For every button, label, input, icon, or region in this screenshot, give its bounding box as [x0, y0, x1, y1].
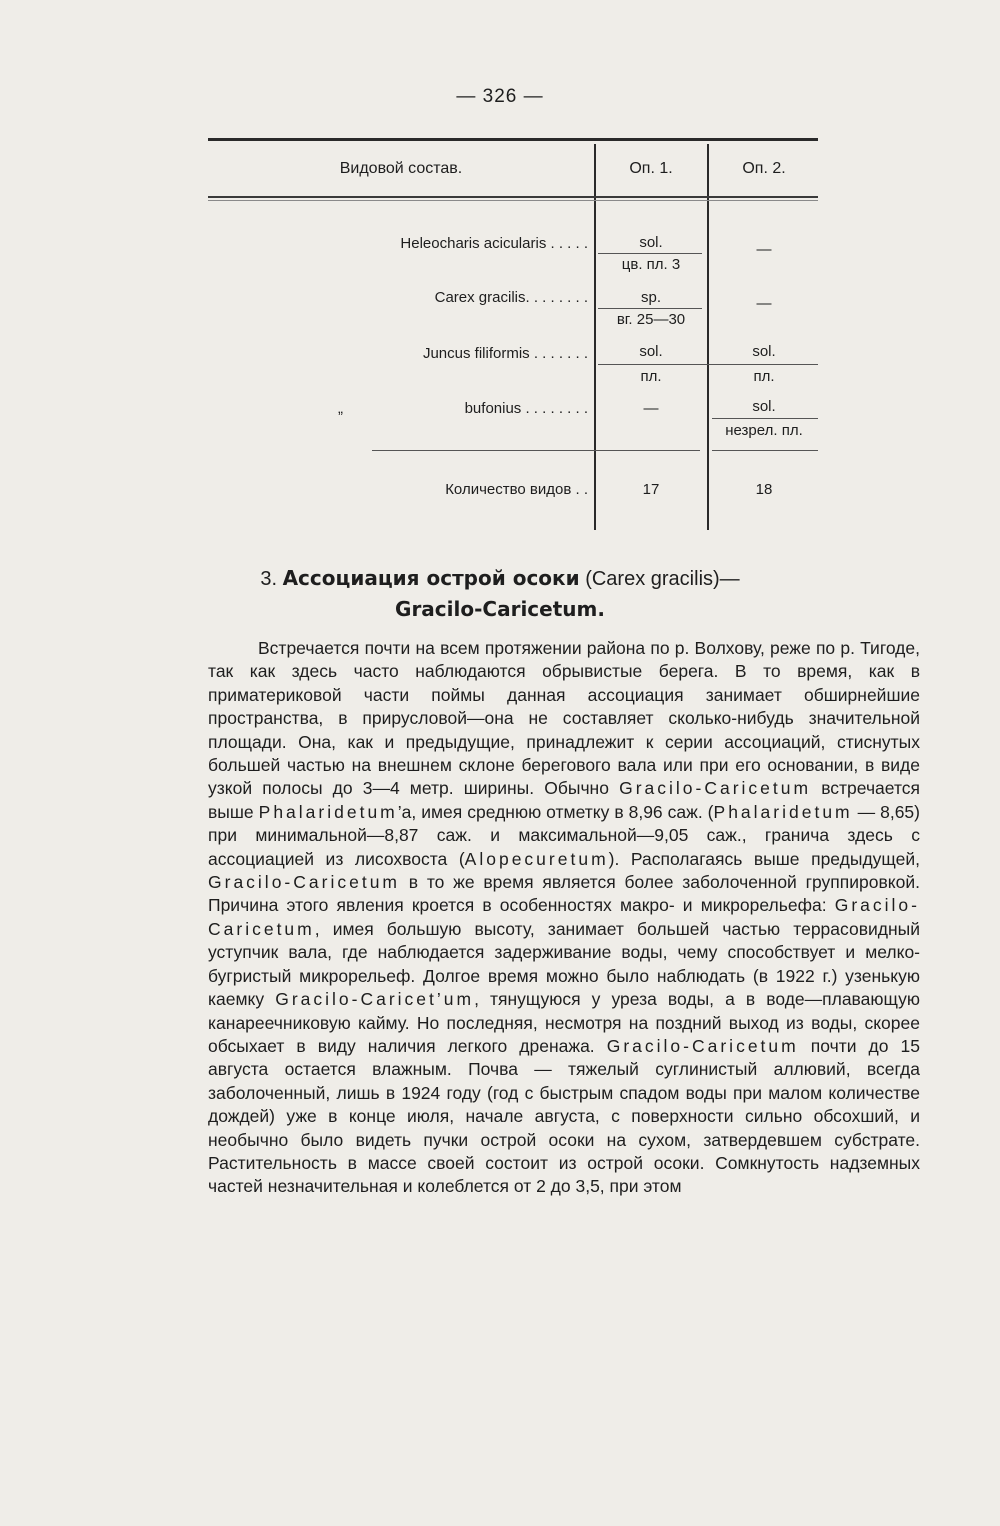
text-run: — 8,65) при минимальной—8,87 саж. и максимальной—9,05 саж., гранича здесь с ассоциацией из лисохвоста ( [208, 801, 920, 869]
table-cell-op1: sp. [640, 289, 661, 306]
body-paragraph [208, 637, 920, 1199]
latin-association-name: Gracilo-Caricetum [208, 872, 400, 893]
total-op2: 18 [755, 481, 773, 498]
table-cell-op1-sub: пл. [640, 368, 662, 385]
latin-association-name: Alopecuretum [464, 848, 609, 869]
table-row-species: Juncus filiformis . . . . . . . [422, 345, 588, 362]
total-rule-right [712, 450, 818, 451]
row-divider [598, 253, 702, 254]
header-op2: Оп. 2. [742, 160, 786, 177]
row-divider [712, 418, 818, 419]
ditto-mark: „ [338, 400, 343, 417]
table-cell-op2: — [756, 295, 772, 312]
table-cell-op2: sol. [752, 398, 776, 415]
text-run: встречается выше [208, 778, 920, 822]
section-number: 3. [260, 568, 278, 590]
latin-association-name: Gracilo-Caricet’um [275, 989, 475, 1010]
table-top-rule [208, 138, 818, 141]
table-cell-op1: — [643, 400, 659, 417]
header-op1: Оп. 1. [629, 160, 673, 177]
latin-association-name: Phalaridetum [713, 801, 853, 822]
row-divider [598, 308, 702, 309]
table-cell-op1: sol. [639, 234, 663, 251]
header-rule [208, 196, 818, 198]
section-latin-name: (Carex gracilis)— [585, 568, 740, 590]
latin-association-name: Gracilo-Caricetum [619, 778, 812, 799]
table-cell-op1: sol. [639, 343, 663, 360]
latin-association-name: Gracilo-Caricetum [606, 1035, 799, 1056]
total-label: Количество видов . . [445, 481, 588, 498]
total-rule-left [372, 450, 700, 451]
table-row-species: Heleocharis acicularis . . . . . [400, 235, 588, 252]
page-number: — 326 — [456, 86, 544, 107]
table-cell-op2: — [756, 241, 772, 258]
header-rule-secondary [208, 200, 818, 201]
text-run: , имея большую высоту, занимает большей частью террасовидный уступчик вала, где наблюдается задерживание воды, чему способствует и мелко-бугристый микрорельеф. Долгое время можно было наблюдать (в 1922 г.) узенькую каемку [208, 918, 920, 1010]
table-cell-op1-sub: цв. пл. 3 [621, 256, 681, 273]
column-divider-2 [707, 144, 709, 530]
section-heading [0, 561, 1000, 596]
association-name-line [0, 592, 1000, 627]
table-cell-op2-sub: пл. [753, 368, 775, 385]
text-run: Встречается почти на всем протяжении района по р. Волхову, реже по р. Тигоде, так как здесь часто наблюдаются обрывистые берега. В то время, как в приматериковой части поймы данная ассоциация занимает обширнейшие пространства, в прирусловой—она не составляет сколько-нибудь значительной площади. Она, как и предыдущие, принадлежит к серии ассоциаций, стиснутых большей частью на внешнем склоне берегового вала или при его основании, в виде узкой полосы до 3—4 метр. ширины. Обычно [208, 638, 920, 799]
header-species: Видовой состав. [339, 160, 463, 177]
text-run: в то же время является более заболоченной группировкой. Причина этого явления кроется в особенностях макро- и микрорельефа: [208, 872, 920, 916]
text-run: почти до 15 августа остается влажным. Почва — тяжелый суглинистый аллювий, всегда заболоченный, лишь в 1924 году (год с быстрым спадом воды при малом количестве дождей) уже в конце июля, начале августа, с поверхности сильно обсохший, и необычно было видеть пучки острой осоки на сухом, затвердевшем субстрате. Растительность в массе своей состоит из острой осоки. Сомкнутость надземных частей незначительная и колеблется от 2 до 3,5, при этом [208, 1035, 920, 1197]
species-table [208, 138, 818, 530]
total-op1: 17 [642, 481, 660, 498]
body-text [208, 637, 920, 1199]
row-divider [598, 364, 818, 365]
text-run: ’a, имея среднюю отметку в 8,96 саж. ( [397, 801, 714, 822]
text-run: ). Располагаясь выше предыдущей, [608, 848, 920, 869]
text-run: , тянущуюся у уреза воды, а в воде—плавающую канареечниковую кайму. Но последняя, несмотря на поздний выход из воды, скорее обсыхает в виду наличия легкого дренажа. [208, 989, 920, 1056]
latin-association-name: Gracilo-Caricetum [208, 895, 920, 939]
association-name: Gracilo-Caricetum. [395, 597, 605, 621]
table-cell-op2: sol. [752, 343, 776, 360]
column-divider-1 [594, 144, 596, 530]
table-cell-op2-sub: незрел. пл. [725, 422, 803, 439]
table-row-species: bufonius . . . . . . . . [464, 400, 588, 417]
table-row-species: Carex gracilis. . . . . . . . [434, 289, 588, 306]
table-cell-op1-sub: вг. 25—30 [616, 311, 686, 328]
section-title: Ассоциация острой осоки [282, 566, 580, 590]
latin-association-name: Phalaridetum [258, 801, 398, 822]
